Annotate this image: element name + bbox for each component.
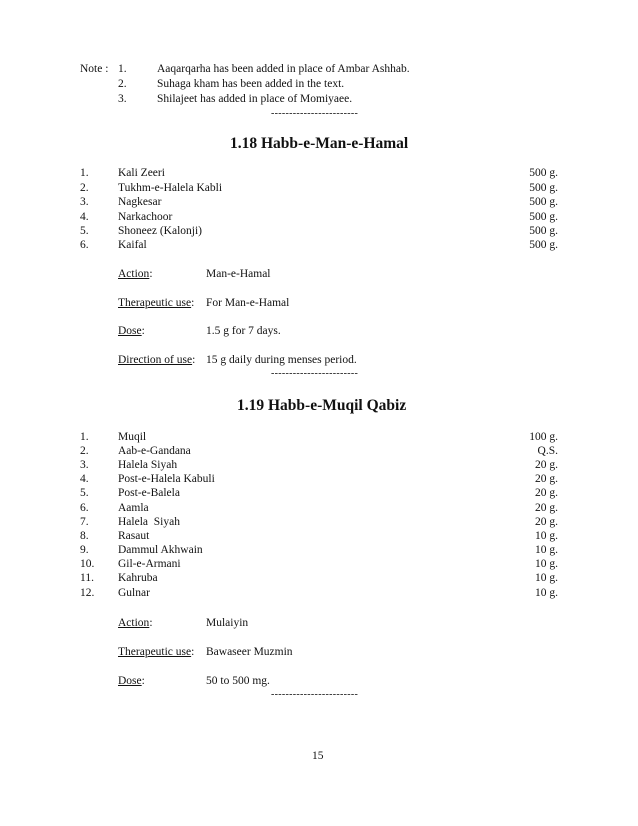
ingredient-number: 4.: [80, 211, 89, 223]
ingredient-number: 8.: [80, 530, 89, 542]
separator: ------------------------: [271, 108, 359, 119]
field-value: Mulaiyin: [206, 617, 249, 629]
ingredient-number: 5.: [80, 487, 89, 499]
ingredient-quantity: 500 g.: [529, 167, 558, 179]
ingredient-number: 9.: [80, 544, 89, 556]
note-item-number: 3.: [118, 93, 127, 105]
ingredient-number: 6.: [80, 239, 89, 251]
field-value: 15 g daily during menses period.: [206, 354, 357, 366]
field-value: 50 to 500 mg.: [206, 675, 270, 687]
ingredient-number: 1.: [80, 431, 89, 443]
field-label: [118, 645, 194, 659]
colon: :: [191, 297, 195, 309]
ingredient-quantity: 20 g.: [535, 473, 558, 485]
note-item-text: Shilajeet has added in place of Momiyaee.: [157, 93, 353, 105]
ingredient-number: 3.: [80, 196, 89, 208]
separator: ------------------------: [271, 689, 359, 700]
ingredient-quantity: 10 g.: [535, 530, 558, 542]
ingredient-name: Aab-e-Gandana: [118, 445, 191, 457]
colon: :: [191, 646, 195, 658]
field-label: [118, 296, 194, 310]
ingredient-quantity: 500 g.: [529, 211, 558, 223]
ingredient-number: 11.: [80, 572, 94, 584]
section-title: 1.18 Habb-e-Man-e-Hamal: [230, 135, 409, 152]
ingredient-name: Kahruba: [118, 572, 158, 584]
ingredient-quantity: 20 g.: [535, 459, 558, 471]
ingredient-name: Kaifal: [118, 239, 147, 251]
ingredient-quantity: 20 g.: [535, 502, 558, 514]
colon: :: [192, 354, 196, 366]
ingredient-quantity: 500 g.: [529, 225, 558, 237]
ingredient-quantity: 10 g.: [535, 572, 558, 584]
ingredient-quantity: 20 g.: [535, 516, 558, 528]
ingredient-quantity: 500 g.: [529, 239, 558, 251]
field-label: [118, 616, 153, 630]
note-item-text: Suhaga kham has been added in the text.: [157, 78, 345, 90]
ingredient-name: Tukhm-e-Halela Kabli: [118, 182, 223, 194]
field-label-text: Dose: [118, 675, 142, 687]
ingredient-number: 6.: [80, 502, 89, 514]
ingredient-quantity: 500 g.: [529, 182, 558, 194]
ingredient-quantity: 10 g.: [535, 558, 558, 570]
ingredient-number: 1.: [80, 167, 89, 179]
page-number: 15: [312, 750, 324, 762]
field-value: Man-e-Hamal: [206, 268, 271, 280]
ingredient-quantity: 20 g.: [535, 487, 558, 499]
colon: :: [149, 617, 153, 629]
ingredient-name: Gil-e-Armani: [118, 558, 181, 570]
note-item-number: 2.: [118, 78, 127, 90]
field-label-text: Direction of use: [118, 354, 193, 366]
field-value: Bawaseer Muzmin: [206, 646, 293, 658]
ingredient-name: Nagkesar: [118, 196, 162, 208]
ingredient-name: Muqil: [118, 431, 147, 443]
ingredient-number: 5.: [80, 225, 89, 237]
ingredient-quantity: Q.S.: [537, 445, 558, 457]
field-label: [118, 674, 145, 688]
note-label: Note :: [80, 63, 109, 75]
field-label: [118, 324, 145, 338]
ingredient-number: 2.: [80, 182, 89, 194]
separator: ------------------------: [271, 368, 359, 379]
field-label-text: Action: [118, 617, 150, 629]
colon: :: [141, 325, 145, 337]
ingredient-number: 2.: [80, 445, 89, 457]
field-label: [118, 353, 195, 367]
ingredient-name: Narkachoor: [118, 211, 173, 223]
ingredient-name: Aamla: [118, 502, 149, 514]
field-label-text: Action: [118, 268, 150, 280]
ingredient-number: 3.: [80, 459, 89, 471]
ingredient-name: Kali Zeeri: [118, 167, 165, 179]
ingredient-number: 4.: [80, 473, 89, 485]
field-value: For Man-e-Hamal: [206, 297, 290, 309]
ingredient-quantity: 100 g.: [529, 431, 558, 443]
ingredient-quantity: 500 g.: [529, 196, 558, 208]
colon: :: [141, 675, 145, 687]
note-item-text: Aaqarqarha has been added in place of Ambar Ashhab.: [157, 63, 410, 75]
note-item-number: 1.: [118, 63, 127, 75]
ingredient-name: Post-e-Halela Kabuli: [118, 473, 215, 485]
section-title: 1.19 Habb-e-Muqil Qabiz: [237, 397, 407, 414]
ingredient-name: Shoneez (Kalonji): [118, 225, 202, 237]
ingredient-number: 10.: [80, 558, 95, 570]
ingredient-name: Halela Siyah: [118, 459, 178, 471]
colon: :: [149, 268, 153, 280]
ingredient-number: 7.: [80, 516, 89, 528]
ingredient-name: Post-e-Balela: [118, 487, 180, 499]
field-label: [118, 267, 153, 281]
ingredient-number: 12.: [80, 587, 95, 599]
ingredient-name: Halela Siyah: [118, 516, 180, 528]
field-label-text: Therapeutic use: [118, 297, 192, 309]
ingredient-name: Gulnar: [118, 587, 150, 599]
ingredient-name: Rasaut: [118, 530, 150, 542]
ingredient-quantity: 10 g.: [535, 544, 558, 556]
field-value: 1.5 g for 7 days.: [206, 325, 281, 337]
ingredient-name: Dammul Akhwain: [118, 544, 203, 556]
field-label-text: Therapeutic use: [118, 646, 192, 658]
field-label-text: Dose: [118, 325, 142, 337]
ingredient-quantity: 10 g.: [535, 587, 558, 599]
